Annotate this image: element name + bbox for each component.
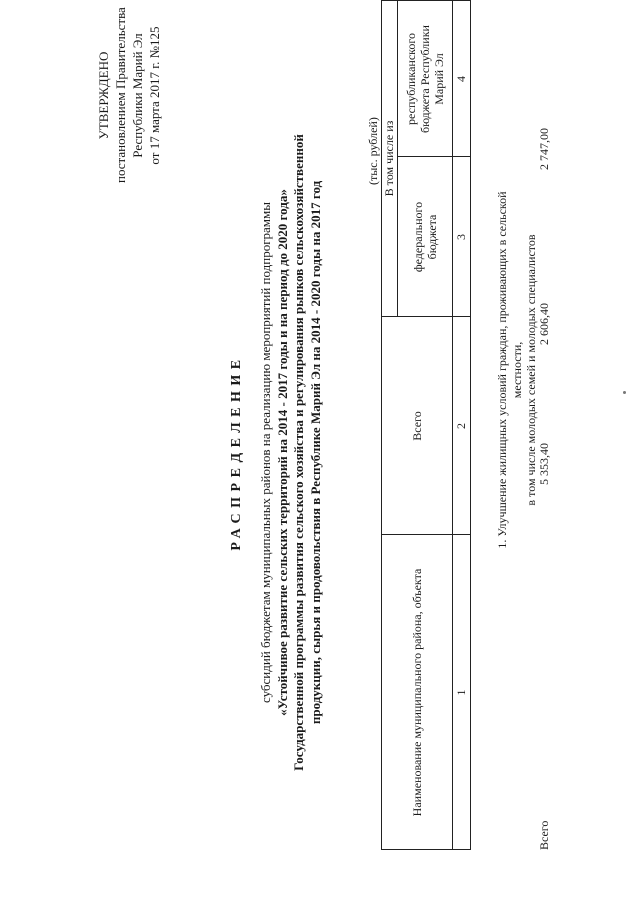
approval-line-3: от 17 марта 2017 г. №125 [147,26,162,165]
header-name: Наименование муниципального района, объекта [409,568,424,817]
section-heading-line-1: 1. Улучшение жилищных условий граждан, проживающих в сельской местности, [495,191,524,549]
header-federal-line-1: федерального [410,201,425,273]
header-total: Всего [409,411,424,441]
units-label: (тыс. рублей) [366,117,380,185]
header-republic-line-3: Марий Эл [431,53,446,105]
number-row-divider [470,0,471,850]
section-heading [495,170,539,570]
distribution-table [381,0,471,850]
subtitle-line-4: продукции, сырья и продовольствия в Республике Марий Эл на 2014 - 2020 годы на 2017 год [307,180,323,725]
document-title: РАСПРЕДЕЛЕНИЕ [229,354,244,551]
scan-dot [623,391,626,394]
approval-line-1: постановлением Правительства [113,7,128,183]
approval-block [95,8,163,183]
column-number-1: 1 [454,689,468,696]
header-including: В том числе из [382,120,396,197]
document-subtitle [258,30,324,875]
header-federal-line-2: бюджета [424,214,439,260]
header-republic-line-2: бюджета Республики [417,25,432,133]
column-number-2: 2 [454,423,468,429]
subtitle-line-3: Государственной программы развития сельского хозяйства и регулирования рынков сельскохозяйственной [291,134,306,771]
subtitle-line-2: «Устойчивое развитие сельских территорий на 2014 - 2017 годы и на период до 2020 года» [274,189,290,716]
total-row-federal: 2 606,40 [537,303,551,345]
total-row-republic: 2 747,00 [537,128,551,170]
total-row-total: 5 353,40 [537,443,551,485]
approval-line-2: Республики Марий Эл [130,33,145,158]
column-number-3: 3 [454,234,468,240]
total-row-label: Всего [537,820,551,850]
approval-title: УТВЕРЖДЕНО [96,51,111,140]
section-heading-line-2: в том числе молодых семей и молодых специалистов [524,234,538,506]
header-republic-line-1: республиканского [403,33,418,125]
subtitle-line-1: субсидий бюджетам муниципальных районов на реализацию мероприятий подпрограммы [258,202,273,704]
header-republic [397,1,452,157]
header-federal [397,157,452,317]
column-number-4: 4 [454,76,468,82]
